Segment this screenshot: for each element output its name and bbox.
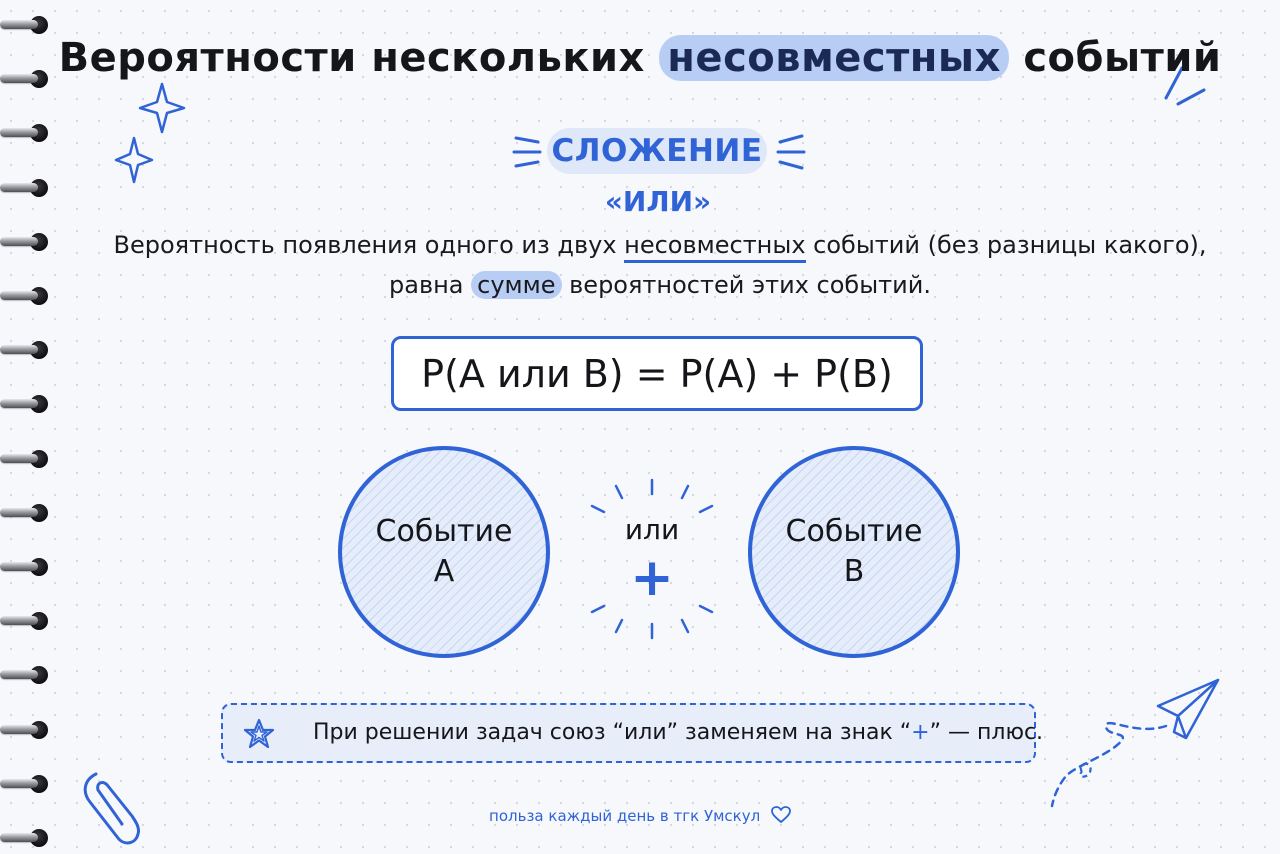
sparkle-icon [112, 80, 192, 190]
spiral-ring [0, 664, 52, 686]
spiral-ring [0, 339, 52, 361]
spiral-binding [0, 14, 60, 854]
spiral-ring [0, 610, 52, 632]
spiral-ring [0, 231, 52, 253]
section-label: СЛОЖЕНИЕ [547, 128, 767, 174]
spiral-ring [0, 122, 52, 144]
rule-underlined: несовместных [624, 231, 805, 263]
spiral-wire [0, 833, 38, 842]
spiral-wire [0, 237, 38, 246]
note-text-part: ” — плюс. [929, 720, 1044, 745]
page-title [0, 28, 1280, 88]
event-a-circle [338, 446, 550, 658]
spiral-wire [0, 779, 38, 788]
spiral-wire [0, 562, 38, 571]
spiral-ring [0, 502, 52, 524]
event-b-letter: B [843, 554, 865, 589]
spiral-ring [0, 285, 52, 307]
spiral-wire [0, 291, 38, 300]
event-a-label: Событие [375, 514, 513, 549]
footer [0, 804, 1280, 828]
rule-text: равна [389, 271, 464, 299]
formula-box: P(A или B) = P(A) + P(B) [391, 336, 923, 411]
spiral-ring [0, 827, 52, 849]
rule-text: событий (без разницы какого), [813, 231, 1207, 259]
spiral-wire [0, 183, 38, 192]
heart-icon [771, 806, 791, 824]
rule-text: вероятностей этих событий. [569, 271, 931, 299]
spiral-wire [0, 508, 38, 517]
event-b-circle [748, 446, 960, 658]
event-b-label: Событие [785, 514, 923, 549]
note-text-part: При решении задач союз “или” заменяем на знак “ [313, 720, 912, 745]
title-highlight: несовместных [659, 35, 1009, 81]
spiral-ring [0, 773, 52, 795]
rule-line-2 [80, 270, 1240, 300]
note-plus: + [911, 720, 930, 745]
note-text [313, 705, 1043, 761]
event-a-letter: A [433, 554, 455, 589]
spiral-wire [0, 670, 38, 679]
spiral-wire [0, 454, 38, 463]
spiral-wire [0, 616, 38, 625]
section-subtitle: «ИЛИ» [604, 185, 712, 218]
connector-word: или [624, 513, 680, 546]
rule-highlight: сумме [471, 271, 561, 299]
title-part-2: событий [1023, 35, 1222, 81]
rule-text: Вероятность появления одного из двух [113, 231, 617, 259]
star-icon [243, 718, 275, 750]
note-box [221, 703, 1044, 763]
spiral-ring [0, 719, 52, 741]
spiral-ring [0, 177, 52, 199]
spiral-ring [0, 393, 52, 415]
spiral-wire [0, 725, 38, 734]
title-part-1: Вероятности нескольких [58, 35, 645, 81]
spiral-wire [0, 399, 38, 408]
spiral-ring [0, 556, 52, 578]
footer-text: польза каждый день в тгк Умскул [489, 807, 761, 825]
plus-sign: + [630, 548, 674, 608]
spiral-ring [0, 448, 52, 470]
spiral-wire [0, 345, 38, 354]
paper-plane-icon [1046, 676, 1226, 810]
rule-line-1 [80, 230, 1240, 260]
spiral-wire [0, 128, 38, 137]
